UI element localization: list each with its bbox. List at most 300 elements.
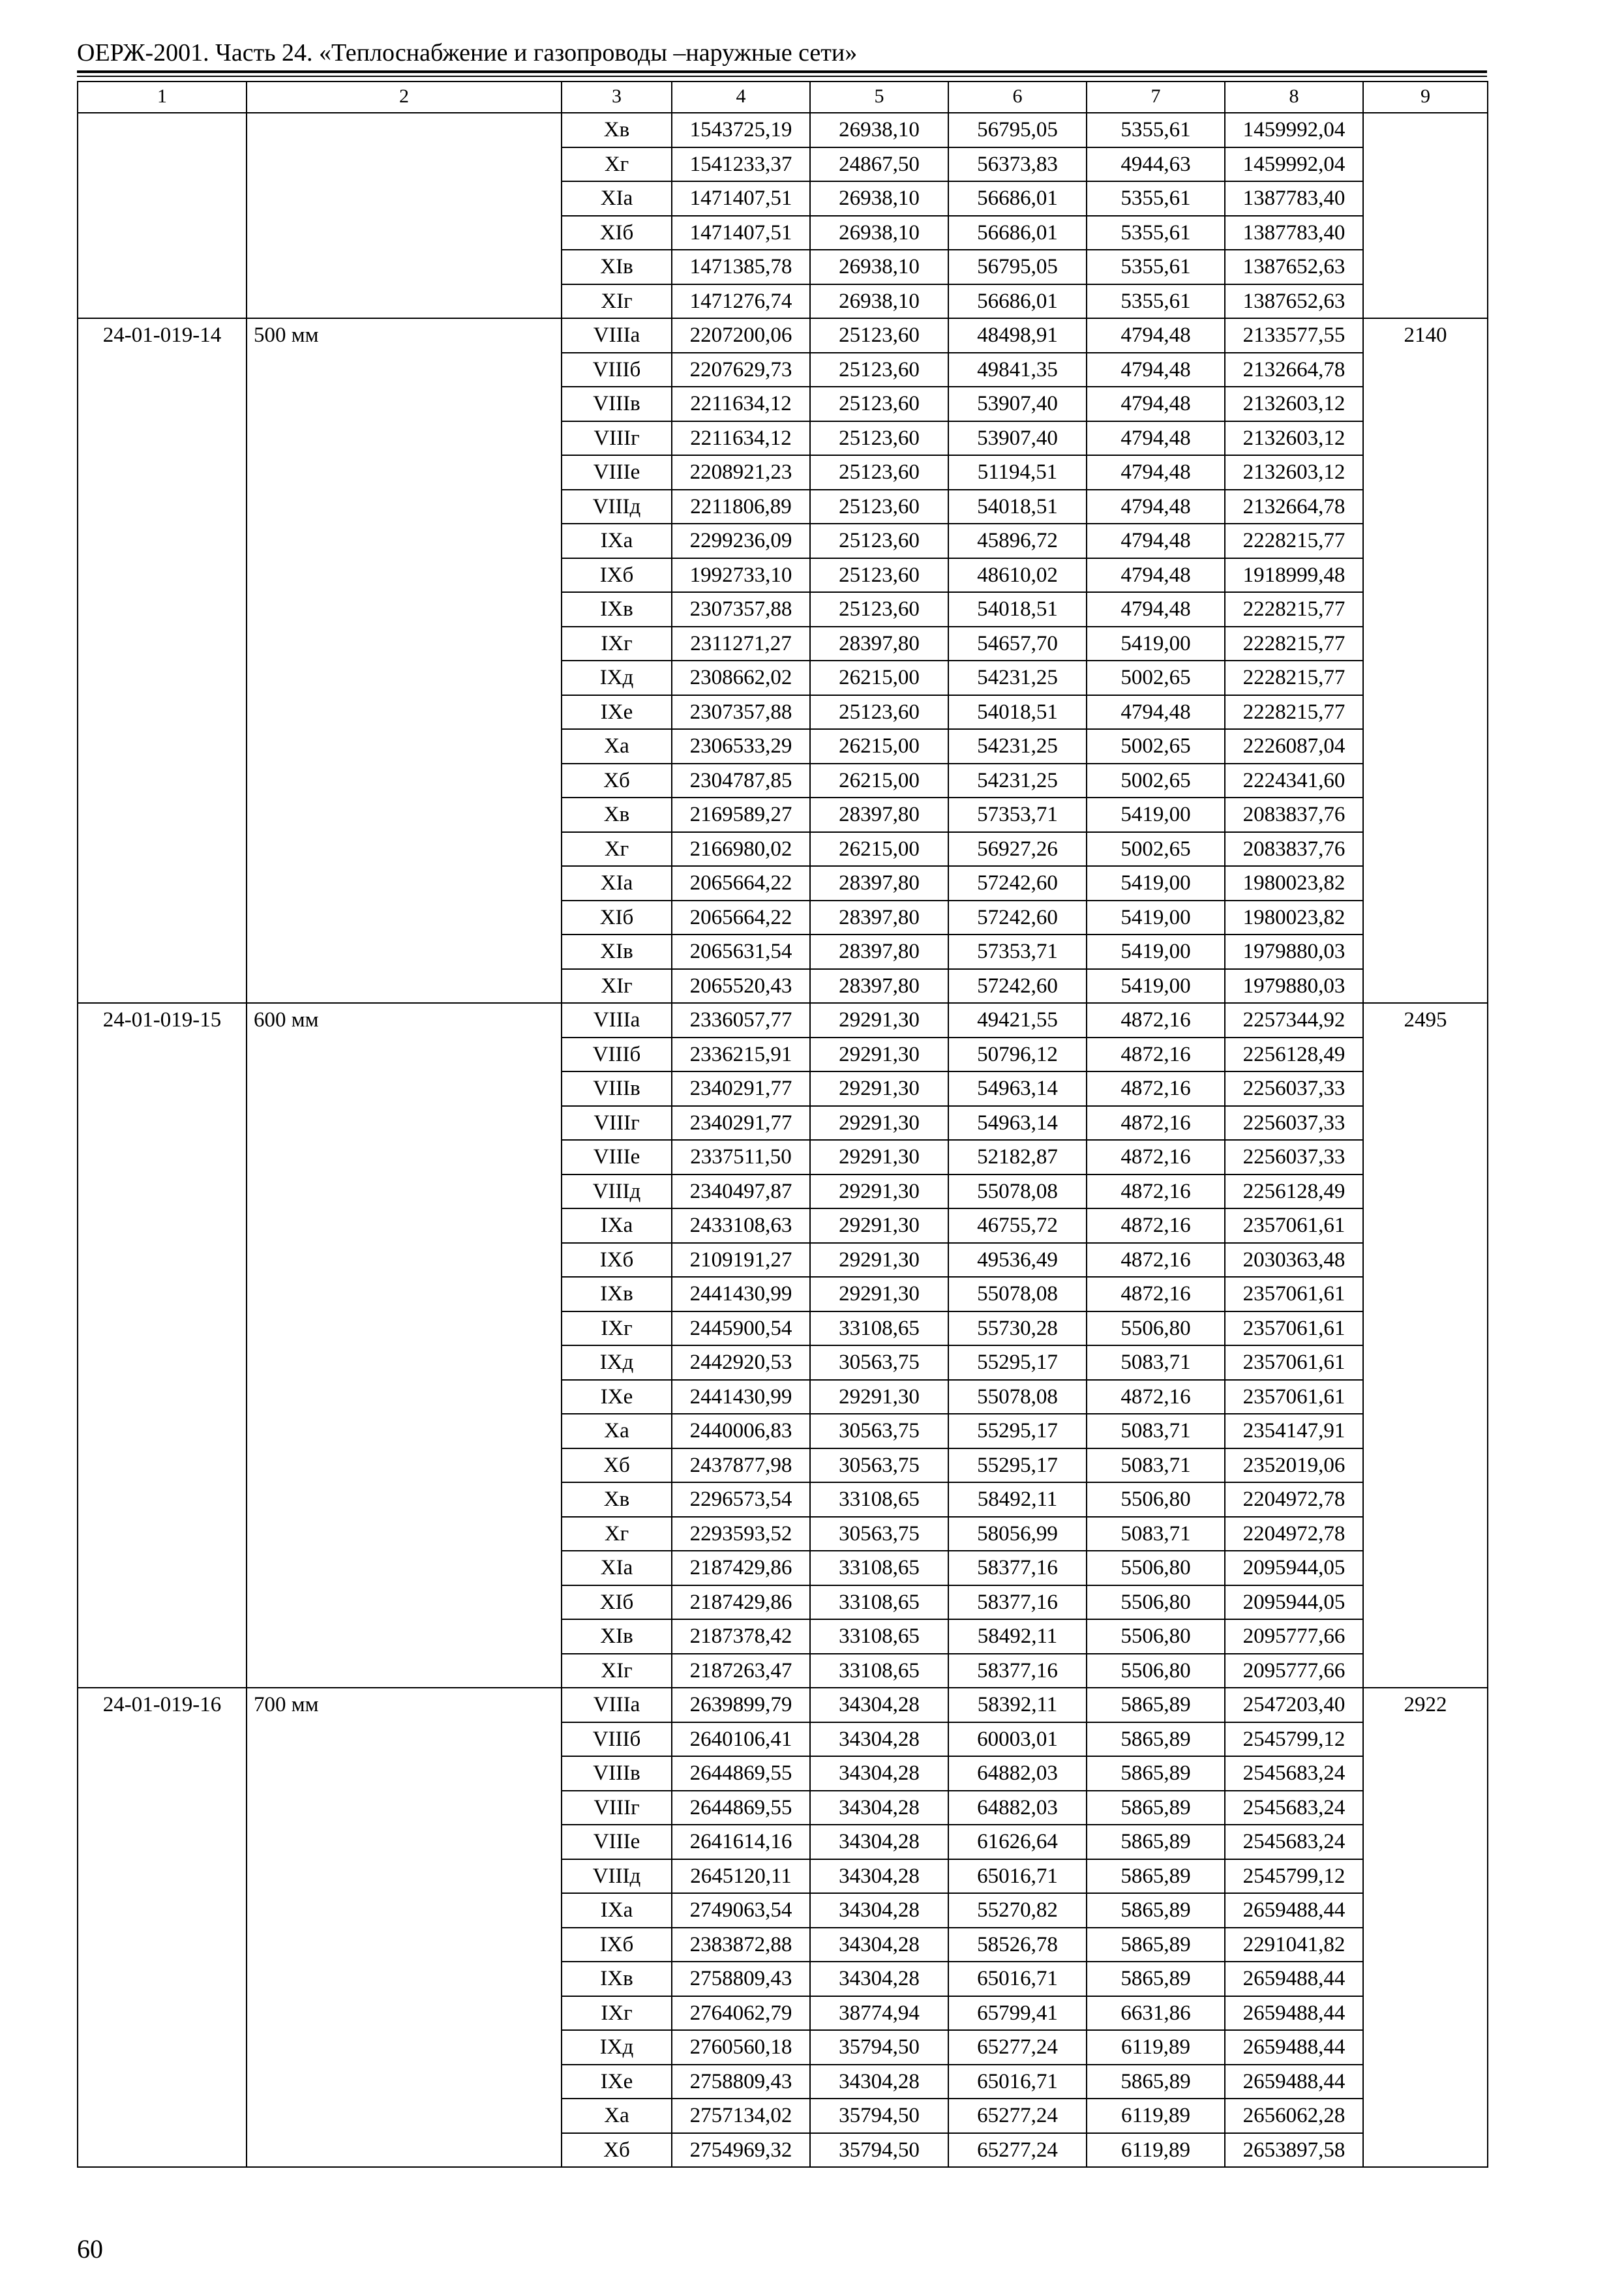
machinist-wages-cell: 5355,61 <box>1087 113 1225 147</box>
labor-cost-cell: 2495 <box>1363 1003 1488 1688</box>
wages-cell: 34304,28 <box>810 1859 948 1894</box>
total-cost-cell: 2764062,79 <box>672 1996 810 2031</box>
total-cost-cell: 2211634,12 <box>672 387 810 421</box>
machines-cell: 55295,17 <box>948 1448 1087 1483</box>
machinist-wages-cell: 5083,71 <box>1087 1448 1225 1483</box>
materials-cell: 2204972,78 <box>1225 1517 1363 1551</box>
zone-cell: VIIIе <box>562 1825 672 1859</box>
zone-cell: XIб <box>562 1585 672 1620</box>
total-cost-cell: 2340291,77 <box>672 1071 810 1106</box>
wages-cell: 30563,75 <box>810 1517 948 1551</box>
machines-cell: 54657,70 <box>948 627 1087 661</box>
zone-cell: IХа <box>562 1893 672 1928</box>
machines-cell: 55270,82 <box>948 1893 1087 1928</box>
wages-cell: 28397,80 <box>810 969 948 1004</box>
total-cost-cell: 2211806,89 <box>672 490 810 524</box>
materials-cell: 2133577,55 <box>1225 318 1363 353</box>
wages-cell: 28397,80 <box>810 798 948 832</box>
materials-cell: 2083837,76 <box>1225 832 1363 867</box>
zone-cell: XIг <box>562 1654 672 1688</box>
machines-cell: 65799,41 <box>948 1996 1087 2031</box>
total-cost-cell: 2340497,87 <box>672 1174 810 1209</box>
wages-cell: 25123,60 <box>810 490 948 524</box>
wages-cell: 25123,60 <box>810 558 948 593</box>
machinist-wages-cell: 6119,89 <box>1087 2133 1225 2168</box>
total-cost-cell: 2749063,54 <box>672 1893 810 1928</box>
wages-cell: 30563,75 <box>810 1345 948 1380</box>
machinist-wages-cell: 5865,89 <box>1087 1756 1225 1791</box>
machinist-wages-cell: 5355,61 <box>1087 250 1225 284</box>
machinist-wages-cell: 4794,48 <box>1087 592 1225 627</box>
materials-cell: 2357061,61 <box>1225 1277 1363 1311</box>
materials-cell: 2659488,44 <box>1225 2030 1363 2065</box>
wages-cell: 34304,28 <box>810 1825 948 1859</box>
pipe-diameter-cell <box>247 113 562 318</box>
machinist-wages-cell: 5355,61 <box>1087 284 1225 319</box>
zone-cell: IХв <box>562 1962 672 1996</box>
materials-cell: 2257344,92 <box>1225 1003 1363 1038</box>
machinist-wages-cell: 4872,16 <box>1087 1380 1225 1414</box>
zone-cell: Хб <box>562 1448 672 1483</box>
machinist-wages-cell: 4872,16 <box>1087 1174 1225 1209</box>
materials-cell: 2030363,48 <box>1225 1243 1363 1278</box>
machines-cell: 57242,60 <box>948 901 1087 935</box>
total-cost-cell: 2758809,43 <box>672 1962 810 1996</box>
zone-cell: VIIIв <box>562 1756 672 1791</box>
machines-cell: 57242,60 <box>948 866 1087 901</box>
zone-cell: IХг <box>562 1996 672 2031</box>
wages-cell: 35794,50 <box>810 2099 948 2133</box>
machines-cell: 55078,08 <box>948 1277 1087 1311</box>
total-cost-cell: 1471407,51 <box>672 216 810 250</box>
machines-cell: 56373,83 <box>948 147 1087 182</box>
materials-cell: 2357061,61 <box>1225 1345 1363 1380</box>
machinist-wages-cell: 5419,00 <box>1087 866 1225 901</box>
machinist-wages-cell: 5506,80 <box>1087 1619 1225 1654</box>
wages-cell: 35794,50 <box>810 2030 948 2065</box>
machines-cell: 57353,71 <box>948 798 1087 832</box>
machinist-wages-cell: 5355,61 <box>1087 216 1225 250</box>
total-cost-cell: 2640106,41 <box>672 1722 810 1757</box>
materials-cell: 2545683,24 <box>1225 1825 1363 1859</box>
machinist-wages-cell: 5002,65 <box>1087 764 1225 798</box>
machinist-wages-cell: 4794,48 <box>1087 695 1225 730</box>
materials-cell: 1387652,63 <box>1225 250 1363 284</box>
machinist-wages-cell: 5865,89 <box>1087 1893 1225 1928</box>
materials-cell: 2357061,61 <box>1225 1208 1363 1243</box>
total-cost-cell: 2065664,22 <box>672 866 810 901</box>
materials-cell: 2659488,44 <box>1225 1893 1363 1928</box>
zone-cell: IХд <box>562 661 672 695</box>
zone-cell: IХв <box>562 592 672 627</box>
total-cost-cell: 2433108,63 <box>672 1208 810 1243</box>
materials-cell: 1459992,04 <box>1225 113 1363 147</box>
total-cost-cell: 2760560,18 <box>672 2030 810 2065</box>
total-cost-cell: 2187429,86 <box>672 1585 810 1620</box>
wages-cell: 38774,94 <box>810 1996 948 2031</box>
zone-cell: IХг <box>562 627 672 661</box>
wages-cell: 26938,10 <box>810 113 948 147</box>
materials-cell: 1980023,82 <box>1225 901 1363 935</box>
zone-cell: XIа <box>562 866 672 901</box>
column-header: 1 <box>78 82 247 113</box>
wages-cell: 33108,65 <box>810 1619 948 1654</box>
machines-cell: 54018,51 <box>948 592 1087 627</box>
machinist-wages-cell: 6119,89 <box>1087 2030 1225 2065</box>
machines-cell: 65016,71 <box>948 2065 1087 2099</box>
zone-cell: XIг <box>562 284 672 319</box>
machinist-wages-cell: 5083,71 <box>1087 1414 1225 1448</box>
machines-cell: 58492,11 <box>948 1619 1087 1654</box>
machines-cell: 48498,91 <box>948 318 1087 353</box>
total-cost-cell: 2442920,53 <box>672 1345 810 1380</box>
materials-cell: 2653897,58 <box>1225 2133 1363 2168</box>
zone-cell: VIIIб <box>562 1038 672 1072</box>
machinist-wages-cell: 5865,89 <box>1087 1688 1225 1722</box>
total-cost-cell: 2211634,12 <box>672 421 810 456</box>
machines-cell: 50796,12 <box>948 1038 1087 1072</box>
materials-cell: 2132603,12 <box>1225 421 1363 456</box>
zone-cell: XIв <box>562 935 672 969</box>
zone-cell: XIв <box>562 250 672 284</box>
materials-cell: 2095777,66 <box>1225 1654 1363 1688</box>
machinist-wages-cell: 5865,89 <box>1087 1859 1225 1894</box>
materials-cell: 2256128,49 <box>1225 1174 1363 1209</box>
total-cost-cell: 1543725,19 <box>672 113 810 147</box>
wages-cell: 29291,30 <box>810 1277 948 1311</box>
total-cost-cell: 2641614,16 <box>672 1825 810 1859</box>
wages-cell: 30563,75 <box>810 1448 948 1483</box>
machinist-wages-cell: 6631,86 <box>1087 1996 1225 2031</box>
wages-cell: 29291,30 <box>810 1003 948 1038</box>
machinist-wages-cell: 5865,89 <box>1087 1825 1225 1859</box>
machines-cell: 56795,05 <box>948 250 1087 284</box>
materials-cell: 1980023,82 <box>1225 866 1363 901</box>
zone-cell: IХа <box>562 1208 672 1243</box>
machinist-wages-cell: 4794,48 <box>1087 387 1225 421</box>
zone-cell: IХб <box>562 558 672 593</box>
zone-cell: Хв <box>562 113 672 147</box>
zone-cell: Ха <box>562 2099 672 2133</box>
machines-cell: 57353,71 <box>948 935 1087 969</box>
total-cost-cell: 2065664,22 <box>672 901 810 935</box>
machinist-wages-cell: 4794,48 <box>1087 490 1225 524</box>
machines-cell: 60003,01 <box>948 1722 1087 1757</box>
materials-cell: 2656062,28 <box>1225 2099 1363 2133</box>
wages-cell: 34304,28 <box>810 1928 948 1962</box>
total-cost-cell: 2645120,11 <box>672 1859 810 1894</box>
total-cost-cell: 2308662,02 <box>672 661 810 695</box>
zone-cell: IХб <box>562 1928 672 1962</box>
materials-cell: 2132664,78 <box>1225 490 1363 524</box>
machines-cell: 49421,55 <box>948 1003 1087 1038</box>
zone-cell: VIIIа <box>562 1003 672 1038</box>
materials-cell: 1459992,04 <box>1225 147 1363 182</box>
zone-cell: XIа <box>562 181 672 216</box>
machinist-wages-cell: 4872,16 <box>1087 1071 1225 1106</box>
total-cost-cell: 2758809,43 <box>672 2065 810 2099</box>
wages-cell: 34304,28 <box>810 2065 948 2099</box>
wages-cell: 26215,00 <box>810 729 948 764</box>
wages-cell: 28397,80 <box>810 935 948 969</box>
wages-cell: 25123,60 <box>810 455 948 490</box>
materials-cell: 2132664,78 <box>1225 353 1363 387</box>
wages-cell: 26215,00 <box>810 764 948 798</box>
materials-cell: 1387783,40 <box>1225 216 1363 250</box>
page-header: ОЕРЖ-2001. Часть 24. «Теплоснабжение и газопроводы –наружные сети» <box>77 39 858 67</box>
machines-cell: 58056,99 <box>948 1517 1087 1551</box>
materials-cell: 2228215,77 <box>1225 695 1363 730</box>
rate-code-cell <box>78 113 247 318</box>
wages-cell: 33108,65 <box>810 1551 948 1585</box>
materials-cell: 1387783,40 <box>1225 181 1363 216</box>
wages-cell: 33108,65 <box>810 1585 948 1620</box>
machines-cell: 46755,72 <box>948 1208 1087 1243</box>
total-cost-cell: 2440006,83 <box>672 1414 810 1448</box>
machinist-wages-cell: 4794,48 <box>1087 421 1225 456</box>
machinist-wages-cell: 5506,80 <box>1087 1654 1225 1688</box>
wages-cell: 25123,60 <box>810 524 948 558</box>
materials-cell: 2083837,76 <box>1225 798 1363 832</box>
table-row <box>78 113 1488 147</box>
rate-code-cell: 24-01-019-14 <box>78 318 247 1003</box>
materials-cell: 2256037,33 <box>1225 1106 1363 1141</box>
machines-cell: 54963,14 <box>948 1071 1087 1106</box>
pipe-diameter-cell: 500 мм <box>247 318 562 1003</box>
machinist-wages-cell: 4794,48 <box>1087 318 1225 353</box>
machinist-wages-cell: 5083,71 <box>1087 1517 1225 1551</box>
machines-cell: 56686,01 <box>948 216 1087 250</box>
zone-cell: VIIIв <box>562 387 672 421</box>
zone-cell: Хб <box>562 2133 672 2168</box>
total-cost-cell: 2109191,27 <box>672 1243 810 1278</box>
zone-cell: VIIIа <box>562 1688 672 1722</box>
machinist-wages-cell: 5002,65 <box>1087 661 1225 695</box>
total-cost-cell: 2754969,32 <box>672 2133 810 2168</box>
total-cost-cell: 2337511,50 <box>672 1140 810 1174</box>
wages-cell: 34304,28 <box>810 1756 948 1791</box>
materials-cell: 2132603,12 <box>1225 387 1363 421</box>
total-cost-cell: 2169589,27 <box>672 798 810 832</box>
zone-cell: VIIIг <box>562 421 672 456</box>
machines-cell: 64882,03 <box>948 1756 1087 1791</box>
materials-cell: 2226087,04 <box>1225 729 1363 764</box>
wages-cell: 29291,30 <box>810 1380 948 1414</box>
total-cost-cell: 1541233,37 <box>672 147 810 182</box>
table-row <box>78 318 1488 353</box>
machines-cell: 55078,08 <box>948 1380 1087 1414</box>
wages-cell: 25123,60 <box>810 421 948 456</box>
total-cost-cell: 2441430,99 <box>672 1380 810 1414</box>
total-cost-cell: 2187378,42 <box>672 1619 810 1654</box>
zone-cell: Хв <box>562 798 672 832</box>
machinist-wages-cell: 5419,00 <box>1087 935 1225 969</box>
zone-cell: Ха <box>562 1414 672 1448</box>
column-header: 2 <box>247 82 562 113</box>
zone-cell: VIIIг <box>562 1106 672 1141</box>
total-cost-cell: 2207629,73 <box>672 353 810 387</box>
machines-cell: 56795,05 <box>948 113 1087 147</box>
materials-cell: 2659488,44 <box>1225 1962 1363 1996</box>
machines-cell: 51194,51 <box>948 455 1087 490</box>
total-cost-cell: 1471385,78 <box>672 250 810 284</box>
machines-cell: 54231,25 <box>948 661 1087 695</box>
rate-code-cell: 24-01-019-15 <box>78 1003 247 1688</box>
wages-cell: 29291,30 <box>810 1038 948 1072</box>
machinist-wages-cell: 5419,00 <box>1087 627 1225 661</box>
materials-cell: 2352019,06 <box>1225 1448 1363 1483</box>
header-rule <box>77 70 1487 73</box>
total-cost-cell: 2299236,09 <box>672 524 810 558</box>
machinist-wages-cell: 4794,48 <box>1087 524 1225 558</box>
total-cost-cell: 2639899,79 <box>672 1688 810 1722</box>
machines-cell: 52182,87 <box>948 1140 1087 1174</box>
machines-cell: 65277,24 <box>948 2099 1087 2133</box>
total-cost-cell: 2336057,77 <box>672 1003 810 1038</box>
zone-cell: Хг <box>562 1517 672 1551</box>
zone-cell: IХе <box>562 2065 672 2099</box>
zone-cell: VIIIд <box>562 1859 672 1894</box>
zone-cell: VIIIа <box>562 318 672 353</box>
wages-cell: 33108,65 <box>810 1482 948 1517</box>
machinist-wages-cell: 5002,65 <box>1087 832 1225 867</box>
wages-cell: 33108,65 <box>810 1654 948 1688</box>
total-cost-cell: 2441430,99 <box>672 1277 810 1311</box>
machinist-wages-cell: 5083,71 <box>1087 1345 1225 1380</box>
machinist-wages-cell: 5865,89 <box>1087 1791 1225 1825</box>
zone-cell: XIб <box>562 901 672 935</box>
machines-cell: 54963,14 <box>948 1106 1087 1141</box>
total-cost-cell: 2187263,47 <box>672 1654 810 1688</box>
materials-cell: 2224341,60 <box>1225 764 1363 798</box>
machines-cell: 53907,40 <box>948 387 1087 421</box>
wages-cell: 29291,30 <box>810 1140 948 1174</box>
machines-cell: 57242,60 <box>948 969 1087 1004</box>
total-cost-cell: 2293593,52 <box>672 1517 810 1551</box>
total-cost-cell: 2166980,02 <box>672 832 810 867</box>
zone-cell: IХе <box>562 695 672 730</box>
wages-cell: 26215,00 <box>810 661 948 695</box>
wages-cell: 28397,80 <box>810 901 948 935</box>
total-cost-cell: 2340291,77 <box>672 1106 810 1141</box>
machines-cell: 49841,35 <box>948 353 1087 387</box>
machinist-wages-cell: 5865,89 <box>1087 1722 1225 1757</box>
machines-cell: 58377,16 <box>948 1585 1087 1620</box>
total-cost-cell: 2065520,43 <box>672 969 810 1004</box>
header-rule-thin <box>77 76 1487 77</box>
total-cost-cell: 2306533,29 <box>672 729 810 764</box>
wages-cell: 26938,10 <box>810 250 948 284</box>
materials-cell: 2659488,44 <box>1225 1996 1363 2031</box>
materials-cell: 2545799,12 <box>1225 1722 1363 1757</box>
machines-cell: 65277,24 <box>948 2133 1087 2168</box>
pipe-diameter-cell: 700 мм <box>247 1688 562 2167</box>
zone-cell: VIIIг <box>562 1791 672 1825</box>
machines-cell: 55730,28 <box>948 1311 1087 1346</box>
zone-cell: Ха <box>562 729 672 764</box>
total-cost-cell: 2644869,55 <box>672 1791 810 1825</box>
machines-cell: 64882,03 <box>948 1791 1087 1825</box>
labor-cost-cell <box>1363 113 1488 318</box>
machinist-wages-cell: 4872,16 <box>1087 1243 1225 1278</box>
total-cost-cell: 2445900,54 <box>672 1311 810 1346</box>
wages-cell: 34304,28 <box>810 1791 948 1825</box>
total-cost-cell: 2296573,54 <box>672 1482 810 1517</box>
machines-cell: 55295,17 <box>948 1414 1087 1448</box>
zone-cell: IХв <box>562 1277 672 1311</box>
zone-cell: VIIIд <box>562 1174 672 1209</box>
materials-cell: 2545799,12 <box>1225 1859 1363 1894</box>
machines-cell: 58492,11 <box>948 1482 1087 1517</box>
materials-cell: 2256037,33 <box>1225 1140 1363 1174</box>
zone-cell: VIIIе <box>562 1140 672 1174</box>
machinist-wages-cell: 5419,00 <box>1087 901 1225 935</box>
machinist-wages-cell: 5506,80 <box>1087 1551 1225 1585</box>
total-cost-cell: 2336215,91 <box>672 1038 810 1072</box>
machines-cell: 54018,51 <box>948 695 1087 730</box>
wages-cell: 28397,80 <box>810 627 948 661</box>
zone-cell: XIб <box>562 216 672 250</box>
machines-cell: 61626,64 <box>948 1825 1087 1859</box>
column-header: 3 <box>562 82 672 113</box>
machines-cell: 58392,11 <box>948 1688 1087 1722</box>
total-cost-cell: 2208921,23 <box>672 455 810 490</box>
materials-cell: 2228215,77 <box>1225 524 1363 558</box>
machines-cell: 58526,78 <box>948 1928 1087 1962</box>
total-cost-cell: 2383872,88 <box>672 1928 810 1962</box>
table-row <box>78 1688 1488 1722</box>
wages-cell: 34304,28 <box>810 1688 948 1722</box>
wages-cell: 33108,65 <box>810 1311 948 1346</box>
machines-cell: 45896,72 <box>948 524 1087 558</box>
machines-cell: 56686,01 <box>948 284 1087 319</box>
wages-cell: 25123,60 <box>810 695 948 730</box>
machinist-wages-cell: 4794,48 <box>1087 455 1225 490</box>
labor-cost-cell: 2922 <box>1363 1688 1488 2167</box>
materials-cell: 2228215,77 <box>1225 592 1363 627</box>
wages-cell: 25123,60 <box>810 387 948 421</box>
zone-cell: Хг <box>562 147 672 182</box>
total-cost-cell: 1471407,51 <box>672 181 810 216</box>
materials-cell: 1979880,03 <box>1225 935 1363 969</box>
pipe-diameter-cell: 600 мм <box>247 1003 562 1688</box>
machinist-wages-cell: 4872,16 <box>1087 1140 1225 1174</box>
materials-cell: 2095944,05 <box>1225 1585 1363 1620</box>
table-row <box>78 1003 1488 1038</box>
machinist-wages-cell: 5506,80 <box>1087 1585 1225 1620</box>
zone-cell: IХб <box>562 1243 672 1278</box>
materials-cell: 2228215,77 <box>1225 627 1363 661</box>
machines-cell: 58377,16 <box>948 1551 1087 1585</box>
total-cost-cell: 2644869,55 <box>672 1756 810 1791</box>
machinist-wages-cell: 5506,80 <box>1087 1482 1225 1517</box>
machinist-wages-cell: 4872,16 <box>1087 1208 1225 1243</box>
table-header-row <box>78 82 1488 113</box>
machines-cell: 54018,51 <box>948 490 1087 524</box>
total-cost-cell: 2304787,85 <box>672 764 810 798</box>
machinist-wages-cell: 5506,80 <box>1087 1311 1225 1346</box>
zone-cell: IХд <box>562 2030 672 2065</box>
zone-cell: XIа <box>562 1551 672 1585</box>
machines-cell: 54231,25 <box>948 729 1087 764</box>
column-header: 7 <box>1087 82 1225 113</box>
total-cost-cell: 1471276,74 <box>672 284 810 319</box>
machinist-wages-cell: 5355,61 <box>1087 181 1225 216</box>
zone-cell: IХе <box>562 1380 672 1414</box>
total-cost-cell: 2757134,02 <box>672 2099 810 2133</box>
materials-cell: 2256128,49 <box>1225 1038 1363 1072</box>
materials-cell: 1979880,03 <box>1225 969 1363 1004</box>
